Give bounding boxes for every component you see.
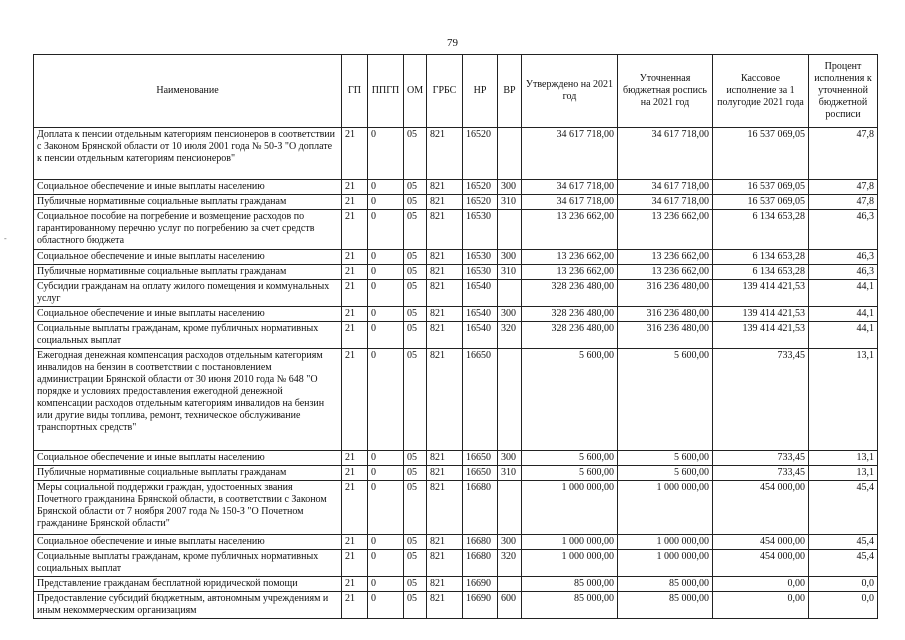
header-percent: Процент исполнения к уточненной бюджетной росписи [809,55,878,128]
row-cash: 0,00 [713,592,809,619]
row-ppgp: 0 [368,280,404,307]
row-gp: 21 [342,535,368,550]
row-gp: 21 [342,322,368,349]
header-refined: Уточненная бюджетная роспись на 2021 год [618,55,713,128]
row-percent: 45,4 [809,535,878,550]
row-refined: 85 000,00 [618,592,713,619]
row-gp: 21 [342,180,368,195]
row-cash: 454 000,00 [713,481,809,535]
header-vr: ВР [498,55,522,128]
row-refined: 34 617 718,00 [618,180,713,195]
row-om: 05 [404,451,427,466]
row-om: 05 [404,250,427,265]
row-approved: 328 236 480,00 [522,307,618,322]
row-refined: 316 236 480,00 [618,280,713,307]
row-approved: 328 236 480,00 [522,322,618,349]
table-row [34,535,878,550]
row-grbs: 821 [427,451,463,466]
row-percent: 46,3 [809,210,878,250]
row-approved: 328 236 480,00 [522,280,618,307]
row-grbs: 821 [427,466,463,481]
row-om: 05 [404,195,427,210]
row-name: Меры социальной поддержки граждан, удостоенных звания Почетного гражданина Брянской области, в соответствии с Законом Брянской области от 7 ноября 2007 года № 150-З "О Почетном гражданине Брянской области" [34,481,342,535]
row-percent: 13,1 [809,451,878,466]
row-refined: 13 236 662,00 [618,265,713,280]
row-name: Социальные выплаты гражданам, кроме публичных нормативных социальных выплат [34,322,342,349]
table-row [34,250,878,265]
row-om: 05 [404,128,427,180]
row-percent: 47,8 [809,195,878,210]
header-grbs: ГРБС [427,55,463,128]
row-om: 05 [404,577,427,592]
row-refined: 1 000 000,00 [618,550,713,577]
row-percent: 46,3 [809,265,878,280]
row-om: 05 [404,592,427,619]
row-gp: 21 [342,265,368,280]
row-om: 05 [404,307,427,322]
row-cash: 6 134 653,28 [713,250,809,265]
header-gp: ГП [342,55,368,128]
row-approved: 34 617 718,00 [522,128,618,180]
row-cash: 139 414 421,53 [713,307,809,322]
table-row [34,322,878,349]
row-vr [498,210,522,250]
row-ppgp: 0 [368,592,404,619]
row-np: 16520 [463,128,498,180]
row-approved: 13 236 662,00 [522,250,618,265]
table-row [34,195,878,210]
row-percent: 44,1 [809,280,878,307]
row-name: Публичные нормативные социальные выплаты гражданам [34,265,342,280]
row-cash: 454 000,00 [713,550,809,577]
header-cash: Кассовое исполнение за 1 полугодие 2021 года [713,55,809,128]
row-cash: 139 414 421,53 [713,280,809,307]
row-vr: 320 [498,550,522,577]
row-np: 16680 [463,550,498,577]
row-om: 05 [404,535,427,550]
row-gp: 21 [342,349,368,451]
row-vr: 310 [498,195,522,210]
row-np: 16530 [463,250,498,265]
row-approved: 34 617 718,00 [522,180,618,195]
margin-mark: - [4,234,7,243]
row-name: Публичные нормативные социальные выплаты гражданам [34,195,342,210]
table-row [34,349,878,451]
row-vr: 300 [498,451,522,466]
row-percent: 46,3 [809,250,878,265]
row-gp: 21 [342,128,368,180]
row-ppgp: 0 [368,481,404,535]
row-percent: 47,8 [809,180,878,195]
table-row [34,128,878,180]
row-vr [498,349,522,451]
row-om: 05 [404,349,427,451]
row-np: 16520 [463,180,498,195]
row-name: Социальное обеспечение и иные выплаты населению [34,535,342,550]
row-refined: 5 600,00 [618,349,713,451]
row-grbs: 821 [427,180,463,195]
row-gp: 21 [342,280,368,307]
table-row [34,280,878,307]
row-grbs: 821 [427,592,463,619]
row-vr: 320 [498,322,522,349]
row-gp: 21 [342,577,368,592]
row-vr: 300 [498,250,522,265]
row-grbs: 821 [427,280,463,307]
row-name: Предоставление субсидий бюджетным, автономным учреждениям и иным некоммерческим организациям [34,592,342,619]
row-cash: 6 134 653,28 [713,210,809,250]
row-percent: 44,1 [809,307,878,322]
row-ppgp: 0 [368,307,404,322]
table-row [34,307,878,322]
row-name: Социальное обеспечение и иные выплаты населению [34,307,342,322]
row-name: Представление гражданам бесплатной юридической помощи [34,577,342,592]
row-ppgp: 0 [368,349,404,451]
row-cash: 16 537 069,05 [713,128,809,180]
row-grbs: 821 [427,265,463,280]
table-row [34,210,878,250]
row-percent: 45,4 [809,481,878,535]
row-percent: 45,4 [809,550,878,577]
row-gp: 21 [342,210,368,250]
row-ppgp: 0 [368,451,404,466]
row-np: 16540 [463,322,498,349]
row-om: 05 [404,481,427,535]
row-om: 05 [404,466,427,481]
row-grbs: 821 [427,349,463,451]
row-approved: 5 600,00 [522,466,618,481]
row-refined: 1 000 000,00 [618,535,713,550]
row-om: 05 [404,280,427,307]
row-vr [498,577,522,592]
row-np: 16540 [463,280,498,307]
row-np: 16530 [463,210,498,250]
row-name: Ежегодная денежная компенсация расходов отдельным категориям инвалидов на бензин в соответствии с постановлением администрации Брянской области от 30 июня 2010 года № 648 "О порядке и условиях предоставления ежегодной денежной компенсации расходов отдельным категориям инвалидов на бензин или другие виды топлива, ремонт, техническое обслуживание транспортных средств" [34,349,342,451]
row-name: Публичные нормативные социальные выплаты гражданам [34,466,342,481]
row-name: Социальное обеспечение и иные выплаты населению [34,180,342,195]
row-approved: 1 000 000,00 [522,550,618,577]
table-row [34,180,878,195]
row-vr: 300 [498,535,522,550]
row-grbs: 821 [427,195,463,210]
row-vr [498,128,522,180]
row-gp: 21 [342,195,368,210]
row-gp: 21 [342,481,368,535]
row-percent: 47,8 [809,128,878,180]
row-np: 16520 [463,195,498,210]
row-approved: 5 600,00 [522,349,618,451]
row-approved: 34 617 718,00 [522,195,618,210]
table-row [34,577,878,592]
row-approved: 5 600,00 [522,451,618,466]
row-np: 16690 [463,577,498,592]
row-approved: 13 236 662,00 [522,210,618,250]
row-vr: 310 [498,466,522,481]
row-ppgp: 0 [368,577,404,592]
row-om: 05 [404,265,427,280]
row-refined: 316 236 480,00 [618,322,713,349]
row-np: 16690 [463,592,498,619]
row-ppgp: 0 [368,250,404,265]
row-grbs: 821 [427,128,463,180]
row-percent: 0,0 [809,577,878,592]
row-grbs: 821 [427,307,463,322]
row-approved: 85 000,00 [522,592,618,619]
row-grbs: 821 [427,577,463,592]
row-cash: 733,45 [713,451,809,466]
row-name: Субсидии гражданам на оплату жилого помещения и коммунальных услуг [34,280,342,307]
row-cash: 16 537 069,05 [713,195,809,210]
row-approved: 13 236 662,00 [522,265,618,280]
row-ppgp: 0 [368,195,404,210]
row-vr: 310 [498,265,522,280]
budget-table [33,54,878,619]
row-percent: 13,1 [809,466,878,481]
table-row [34,592,878,619]
row-gp: 21 [342,592,368,619]
row-cash: 139 414 421,53 [713,322,809,349]
row-ppgp: 0 [368,128,404,180]
row-grbs: 821 [427,535,463,550]
row-approved: 85 000,00 [522,577,618,592]
row-name: Социальное обеспечение и иные выплаты населению [34,250,342,265]
header-approved: Утверждено на 2021 год [522,55,618,128]
row-percent: 0,0 [809,592,878,619]
row-refined: 85 000,00 [618,577,713,592]
row-refined: 5 600,00 [618,466,713,481]
row-refined: 13 236 662,00 [618,250,713,265]
table-row [34,481,878,535]
row-np: 16680 [463,481,498,535]
row-np: 16650 [463,451,498,466]
row-ppgp: 0 [368,550,404,577]
row-grbs: 821 [427,210,463,250]
row-np: 16650 [463,466,498,481]
row-ppgp: 0 [368,180,404,195]
row-cash: 454 000,00 [713,535,809,550]
row-name: Социальные выплаты гражданам, кроме публичных нормативных социальных выплат [34,550,342,577]
row-vr: 600 [498,592,522,619]
row-gp: 21 [342,250,368,265]
row-refined: 34 617 718,00 [618,195,713,210]
row-om: 05 [404,180,427,195]
table-header-row [34,55,878,128]
row-np: 16540 [463,307,498,322]
header-om: ОМ [404,55,427,128]
row-np: 16650 [463,349,498,451]
row-name: Доплата к пенсии отдельным категориям пенсионеров в соответствии с Законом Брянской области от 10 июля 2001 года № 50-З "О доплате к пенсии отдельным категориям пенсионеров" [34,128,342,180]
row-om: 05 [404,550,427,577]
row-ppgp: 0 [368,265,404,280]
row-vr: 300 [498,307,522,322]
table-row [34,451,878,466]
row-percent: 13,1 [809,349,878,451]
row-refined: 13 236 662,00 [618,210,713,250]
page-number: 79 [447,37,458,49]
row-cash: 16 537 069,05 [713,180,809,195]
row-refined: 1 000 000,00 [618,481,713,535]
row-vr [498,280,522,307]
row-gp: 21 [342,451,368,466]
row-gp: 21 [342,466,368,481]
row-cash: 733,45 [713,466,809,481]
row-vr: 300 [498,180,522,195]
row-grbs: 821 [427,250,463,265]
row-refined: 5 600,00 [618,451,713,466]
row-approved: 1 000 000,00 [522,481,618,535]
row-approved: 1 000 000,00 [522,535,618,550]
header-np: НР [463,55,498,128]
row-refined: 316 236 480,00 [618,307,713,322]
row-cash: 0,00 [713,577,809,592]
row-ppgp: 0 [368,210,404,250]
row-np: 16680 [463,535,498,550]
row-ppgp: 0 [368,466,404,481]
row-name: Социальное пособие на погребение и возмещение расходов по гарантированному перечню услуг по погребению за счет средств областного бюджета [34,210,342,250]
row-grbs: 821 [427,550,463,577]
row-refined: 34 617 718,00 [618,128,713,180]
row-om: 05 [404,210,427,250]
row-ppgp: 0 [368,322,404,349]
header-name: Наименование [34,55,342,128]
row-cash: 733,45 [713,349,809,451]
row-ppgp: 0 [368,535,404,550]
row-grbs: 821 [427,322,463,349]
row-name: Социальное обеспечение и иные выплаты населению [34,451,342,466]
table-row [34,265,878,280]
header-ppgp: ППГП [368,55,404,128]
row-percent: 44,1 [809,322,878,349]
table-row [34,466,878,481]
row-om: 05 [404,322,427,349]
row-gp: 21 [342,307,368,322]
row-cash: 6 134 653,28 [713,265,809,280]
row-np: 16530 [463,265,498,280]
row-gp: 21 [342,550,368,577]
row-vr [498,481,522,535]
table-row [34,550,878,577]
row-grbs: 821 [427,481,463,535]
